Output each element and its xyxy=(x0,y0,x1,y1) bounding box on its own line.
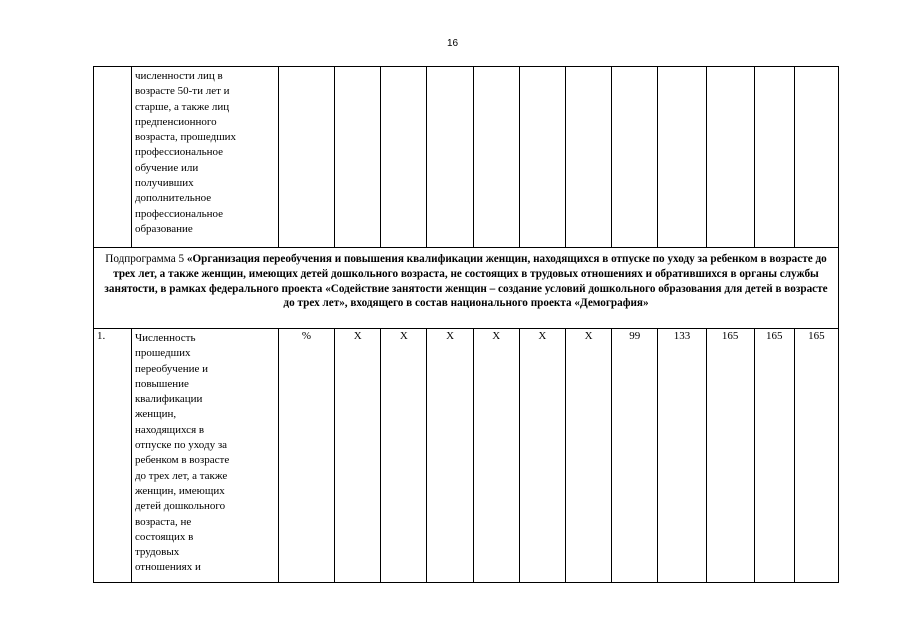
value-cell: Х xyxy=(335,329,381,583)
value-cell: Х xyxy=(427,329,473,583)
value-cell xyxy=(612,67,658,248)
indicator-line: женщин, имеющих xyxy=(134,484,225,497)
value-cell xyxy=(658,67,706,248)
number-cell xyxy=(94,67,132,248)
indicator-line: состоящих в xyxy=(134,530,194,543)
value-cell: 165 xyxy=(706,329,754,583)
value-cell xyxy=(794,67,838,248)
indicator-line: возраста, не xyxy=(134,515,192,528)
indicator-line: переобучение и xyxy=(134,362,208,375)
subprogram-name: «Организация переобучения и повышения квалификации женщин, находящихся в отпуске по уходу за ребенком в возрасте до трех лет, а также женщин, имеющих детей дошкольного возраста, не состоящих в трудовых отношениях и обратившихся в органы службы занятости, в рамках федерального проекта «Содействие занятости женщин – создание условий дошкольного образования для детей в возрасте до трех лет», входящего в состав национального проекта «Демография» xyxy=(104,253,828,310)
indicator-line: детей дошкольного xyxy=(134,500,226,513)
indicators-table xyxy=(93,66,839,583)
value-cell: Х xyxy=(565,329,611,583)
indicator-line: находящихся в xyxy=(134,423,205,436)
value-cell: Х xyxy=(473,329,519,583)
indicator-line: численности лиц в xyxy=(134,70,223,82)
indicator-cell xyxy=(131,67,278,248)
value-cell: 165 xyxy=(794,329,838,583)
indicator-line: трудовых xyxy=(134,546,180,559)
page-number: 16 xyxy=(446,38,459,49)
indicator-line: повышение xyxy=(134,377,189,390)
indicator-line: ребенком в возрасте xyxy=(134,454,230,467)
indicator-line: прошедших xyxy=(134,347,191,360)
indicator-line: до трех лет, а также xyxy=(134,469,228,482)
indicator-line: возраста, прошедших xyxy=(134,131,237,144)
value-cell xyxy=(706,67,754,248)
unit-cell: % xyxy=(278,329,334,583)
indicator-cell xyxy=(131,329,278,583)
subprogram-row xyxy=(94,248,839,329)
value-cell xyxy=(473,67,519,248)
indicator-line: старше, а также лиц xyxy=(134,100,230,113)
table-row-indicator xyxy=(94,329,839,583)
indicator-line: возрасте 50-ти лет и xyxy=(134,85,230,98)
row-number: 1. xyxy=(94,329,132,583)
value-cell: 99 xyxy=(612,329,658,583)
indicator-line: женщин, xyxy=(134,408,177,421)
table-row-continuation xyxy=(94,67,839,248)
value-cell xyxy=(754,67,794,248)
indicator-line: отношениях и xyxy=(134,561,201,574)
value-cell xyxy=(427,67,473,248)
indicator-line: квалификации xyxy=(134,393,203,406)
value-cell: Х xyxy=(519,329,565,583)
value-cell xyxy=(519,67,565,248)
value-cell xyxy=(335,67,381,248)
indicator-line: образование xyxy=(134,222,193,235)
value-cell: 165 xyxy=(754,329,794,583)
indicator-line: получивших xyxy=(134,177,194,190)
indicator-line: предпенсионного xyxy=(134,115,217,128)
value-cell: 133 xyxy=(658,329,706,583)
indicator-line: профессиональное xyxy=(134,146,224,159)
unit-cell xyxy=(278,67,334,248)
value-cell: Х xyxy=(381,329,427,583)
value-cell xyxy=(381,67,427,248)
subprogram-title xyxy=(94,248,839,329)
indicator-line: отпуске по уходу за xyxy=(134,439,228,452)
value-cell xyxy=(565,67,611,248)
indicator-line: дополнительное xyxy=(134,192,212,205)
subprogram-prefix: Подпрограмма 5 xyxy=(105,253,187,265)
indicator-line: профессиональное xyxy=(134,207,224,220)
indicator-line: Численность xyxy=(134,332,196,344)
indicator-line: обучение или xyxy=(134,161,199,174)
